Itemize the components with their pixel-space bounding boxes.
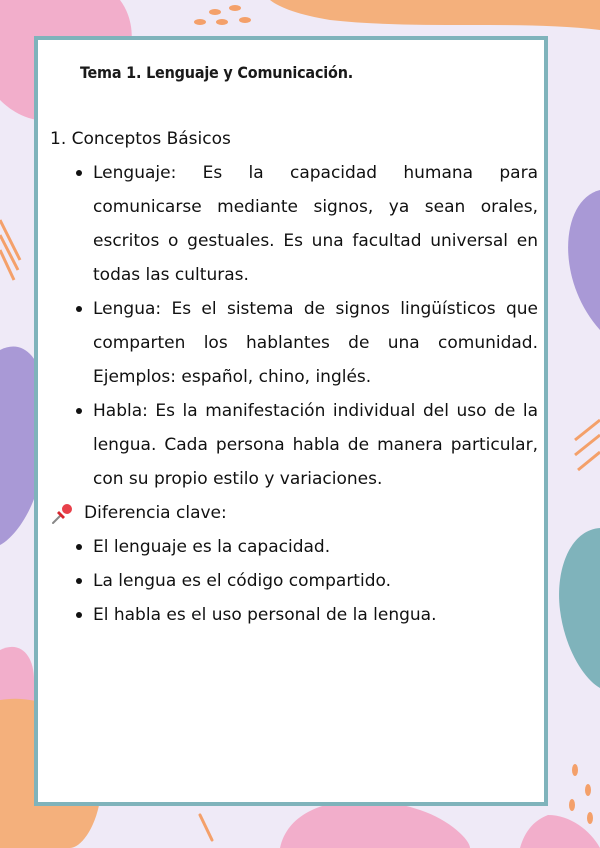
concepts-list xyxy=(50,156,538,496)
note-heading: Diferencia clave: xyxy=(84,503,227,523)
notes-body xyxy=(50,122,538,632)
section-heading: 1. Conceptos Básicos xyxy=(50,129,231,149)
list-item: La lengua es el código compartido. xyxy=(50,564,538,598)
differences-list xyxy=(50,530,538,632)
list-item: El lenguaje es la capacidad. xyxy=(50,530,538,564)
list-item: Habla: Es la manifestación individual del uso de la lengua. Cada persona habla de manera particular, con su propio estilo y variaciones. xyxy=(50,394,538,496)
list-item: Lenguaje: Es la capacidad humana para comunicarse mediante signos, ya sean orales, escritos o gestuales. Es una facultad universal en todas las culturas. xyxy=(50,156,538,292)
page-title: Tema 1. Lenguaje y Comunicación. xyxy=(80,63,354,82)
list-item: Lengua: Es el sistema de signos lingüísticos que comparten los hablantes de una comunidad. Ejemplos: español, chino, inglés. xyxy=(50,292,538,394)
list-item: El habla es el uso personal de la lengua. xyxy=(50,598,538,632)
note-heading-row xyxy=(50,496,538,530)
pushpin-icon xyxy=(50,500,76,526)
